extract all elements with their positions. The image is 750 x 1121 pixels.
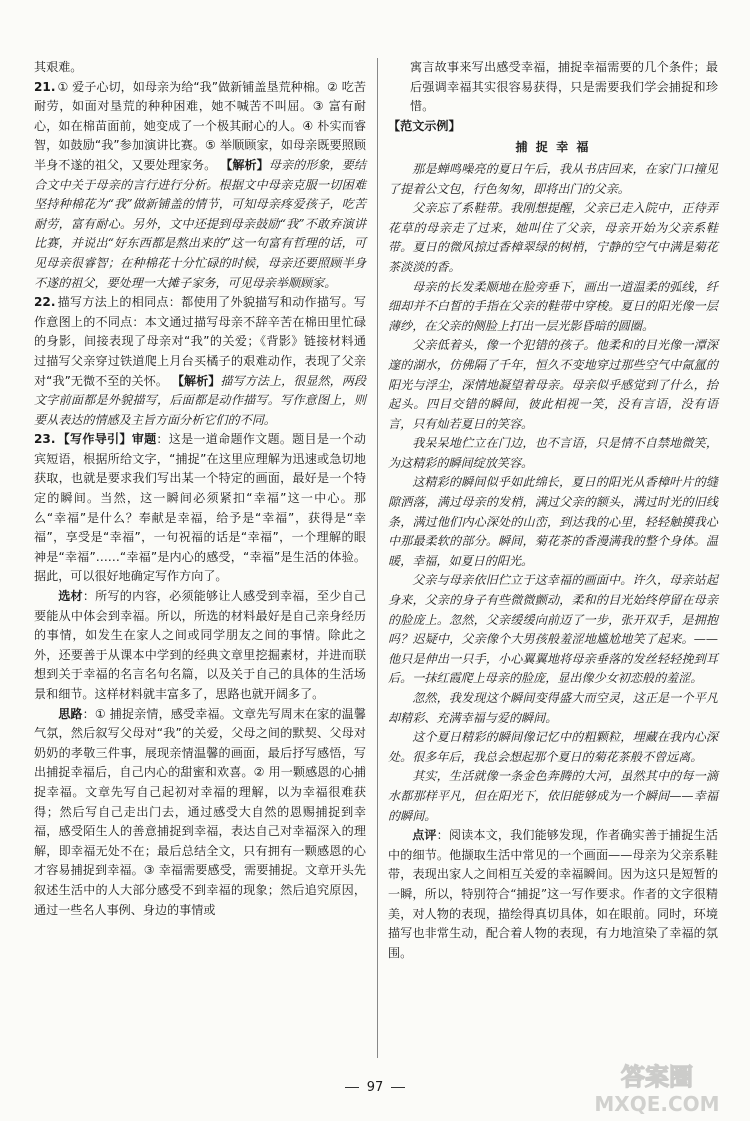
left-column (34, 58, 366, 920)
comment-text: ：阅读本文，我们能够发现，作者确实善于捕捉生活中的细节。他撷取生活中常见的一个画面——母亲为父亲系鞋带，表现出家人之间相互关爱的幸福瞬间。因为这只是短暂的一瞬，所以，特别符合“捕捉”这一写作要求。作者的文字很精美，对人物的表现，描绘得真切具体，如在眼前。同时，环境描写也非常生动，配合着人物的表现，有力地渲染了幸福的氛围。 (388, 828, 718, 960)
topic-text: ：这是一道命题作文题。题目是一个动宾短语，根据所给文字，“捕捉”在这里应理解为迅速或急切地获取，也就是要求我们写出某一个特定的画面，最好是一个特定的瞬间。当然，这一瞬间必须紧扣“幸福”这一中心。那么“幸福”是什么？奉献是幸福，给予是“幸福”，获得是“幸福”，享受是“幸福”，一句祝福的话是“幸福”，一个理解的眼神是“幸福”……“幸福”是内心的感受，“幸福”是生活的体验。据此，可以很好地确定写作方向了。 (34, 432, 366, 584)
essay-paragraph: 这个夏日精彩的瞬间像记忆中的粗颗粒，埋藏在我内心深处。很多年后，我总会想起那个夏日的菊花茶般不曾远离。 (388, 730, 718, 764)
question-number: 21. (34, 79, 56, 94)
footer-rule-left (345, 1087, 359, 1088)
answer-text: 描写方法上的相同点：都使用了外貌描写和动作描写。写作意图上的不同点：本文通过描写母亲不辞辛苦在棉田里忙碌的身影，间接表现了母亲对“我”的关爱；《背影》链接材料通过描写父亲穿过铁道爬上月台买橘子的艰难动作，表现了父亲对“我”无微不至的关怀。 (34, 295, 366, 388)
answer-text: ① 爱子心切，如母亲为给“我”做新铺盖垦荒种棉。② 吃苦耐劳，如面对垦荒的种种困难，她不喊苦不叫屈。③ 富有耐心，如在棉苗面前，她变成了一个极其耐心的人。④ 朴实而睿智，如鼓励“我”参加演讲比赛。⑤ 举顺顾家，如母亲既要照顾半身不遂的祖父，又要处理家务。 (34, 79, 366, 172)
watermark-logo (582, 1057, 732, 1117)
essay-paragraph: 父亲与母亲依旧伫立于这幸福的画面中。许久，母亲站起身来，父亲的身子有些微微颤动，柔和的目光始终停留在母亲的脸庞上。忽然，父亲缓缓向前迈了一步，张开双手，是拥抱吗？迟疑中，父亲像个大男孩般羞涩地尴尬地笑了起来。——他只是伸出一只手，小心翼翼地将母亲垂落的发丝轻轻挽到耳后。一抹红霞爬上母亲的脸庞，显出像少女初恋般的羞涩。 (388, 573, 718, 686)
topic-label: 审题 (131, 432, 157, 447)
essay-paragraph: 父亲忘了系鞋带。我刚想提醒，父亲已走入院中，正待弄花草的母亲走了过来，她叫住了父亲，母亲开始为父亲系鞋带。夏日的微风掠过香樟翠绿的树梢，宁静的空气中满是菊花茶淡淡的香。 (388, 201, 718, 274)
comment (388, 826, 718, 963)
essay-paragraph: 我呆呆地伫立在门边，也不言语，只是情不自禁地微笑，为这精彩的瞬间绽放笑容。 (388, 436, 718, 470)
question-22 (34, 293, 366, 430)
essay-paragraph: 父亲低着头，像一个犯错的孩子。他柔和的目光像一潭深邃的湖水，仿佛隔了千年，恒久不变地穿过那些空气中氤氲的阳光与浮尘，深情地凝望着母亲。母亲似乎感觉到了什么，抬起头。四目交错的瞬间，彼此相视一笑，没有言语，没有语言，只有灿若夏日的笑容。 (388, 338, 718, 431)
right-column (388, 58, 718, 963)
writing-guide-tag: 【写作导引】 (57, 432, 132, 447)
essay-title: 捕 捉 幸 福 (515, 140, 591, 155)
analysis-text: 母亲的形象，要结合文中关于母亲的言行进行分析。根据文中母亲克服一切困难坚持种棉花为“我”做新铺盖的情节，可知母亲疼爱孩子，吃苦耐劳，富有耐心。另外，文中还提到母亲鼓励“我”不敢弃演讲比赛，并说出“好东西都是熬出来的”这一句富有哲理的话，可见母亲很睿智；在种棉花十分忙碌的时候，母亲还要照顾半身不遂的祖父，要处理一大摊子家务，可见母亲举顺顾家。 (34, 157, 366, 290)
analysis-tag: 【解析】 (171, 373, 221, 388)
analysis-text: 描写方法上，很显然，两段文字前面都是外貌描写，后面都是动作描写。写作意图上，则要从表达的情感及主旨方面分析它们的不同。 (34, 373, 366, 427)
question-21 (34, 78, 366, 294)
example-tag: 【范文示例】 (388, 118, 461, 133)
footer-rule-right (391, 1087, 405, 1088)
essay-paragraph: 那是蝉鸣噪亮的夏日午后，我从书店回来，在家门口撞见了提着公文包，行色匆匆，即将出门的父亲。 (388, 161, 718, 196)
analysis-tag: 【解析】 (220, 157, 269, 172)
material-text: ：所写的内容，必须能够让人感受到幸福，至少自己要能从中体会到幸福。所以，所选的材料最好是自己亲身经历的事情，如发生在家人之间或同学朋友之间的事情。除此之外，还要善于从课本中学到的经典文章里挖掘素材，并进而联想到关于幸福的名言名句名篇，以及关于自己的具体的生活场景和细节。这样材料就丰富多了，思路也就开阔多了。 (34, 589, 366, 701)
continued-text: 其艰难。 (34, 60, 83, 74)
essay-paragraph: 这精彩的瞬间似乎如此绵长，夏日的阳光从香樟叶片的缝隙洒落，满过母亲的发梢，满过父亲的额头，满过时光的旧线条，满过他们内心深处的山峦，到达我的心里，轻轻触摸我心中那最柔软的部分。瞬间，菊花茶的香漫满我的整个身体。温暖，幸福，如夏日的阳光。 (388, 475, 718, 568)
column-divider (377, 58, 378, 1058)
question-23 (34, 430, 366, 920)
comment-label: 点评 (412, 828, 437, 843)
material-label: 选材 (58, 589, 83, 604)
approach-label: 思路 (58, 706, 83, 721)
watermark-text-cn: 答案圈 (621, 1063, 693, 1091)
essay-paragraph: 母亲的长发柔顺地在脸旁垂下，画出一道温柔的弧线，纤细却并不白皙的手指在父亲的鞋带中穿梭。夏日的阳光像一层薄纱，在父亲的侧脸上打出一层光影昏暗的圆圈。 (388, 279, 718, 333)
continued-text: 寓言故事来写出感受幸福，捕捉幸福需要的几个条件；最后强调幸福其实很容易获得，只是需要我们学会捕捉和珍惜。 (410, 60, 718, 114)
question-number: 23. (34, 432, 56, 447)
page-number: 97 (366, 1080, 384, 1095)
question-number: 22. (34, 295, 56, 310)
essay-body (388, 160, 718, 963)
essay-paragraph: 忽然，我发现这个瞬间变得盛大而空灵，这正是一个平凡却精彩、充满幸福与爱的瞬间。 (388, 691, 718, 725)
watermark-text-url: MXQE.COM (594, 1092, 720, 1116)
approach-text: ：① 捕捉亲情，感受幸福。文章先写周末在家的温馨气氛，然后叙写父母对“我”的关爱，父母之间的默契、父母对奶奶的孝敬三件事，展现亲情温馨的画面，最后抒写感悟，写出捕捉幸福后，自己内心的甜蜜和欢喜。② 用一颗感恩的心捕捉幸福。文章先写自己起初对幸福的理解，以为幸福很难获得；然后写自己走出门去，通过感受大自然的恩赐捕捉到幸福，感受陌生人的善意捕捉到幸福，表达自己对幸福深入的理解，即幸福无处不在；最后总结全文，只有拥有一颗感恩的心才容易捕捉到幸福。③ 幸福需要感受，需要捕捉。文章开头先叙述生活中的人大部分感受不到幸福的现象；然后追究原因，通过一些名人事例、身边的事情或 (34, 706, 366, 917)
essay-paragraph: 其实，生活就像一条金色奔腾的大河，虽然其中的每一滴水都那样平凡，但在阳光下，依旧能够成为一个瞬间——幸福的瞬间。 (388, 769, 718, 823)
